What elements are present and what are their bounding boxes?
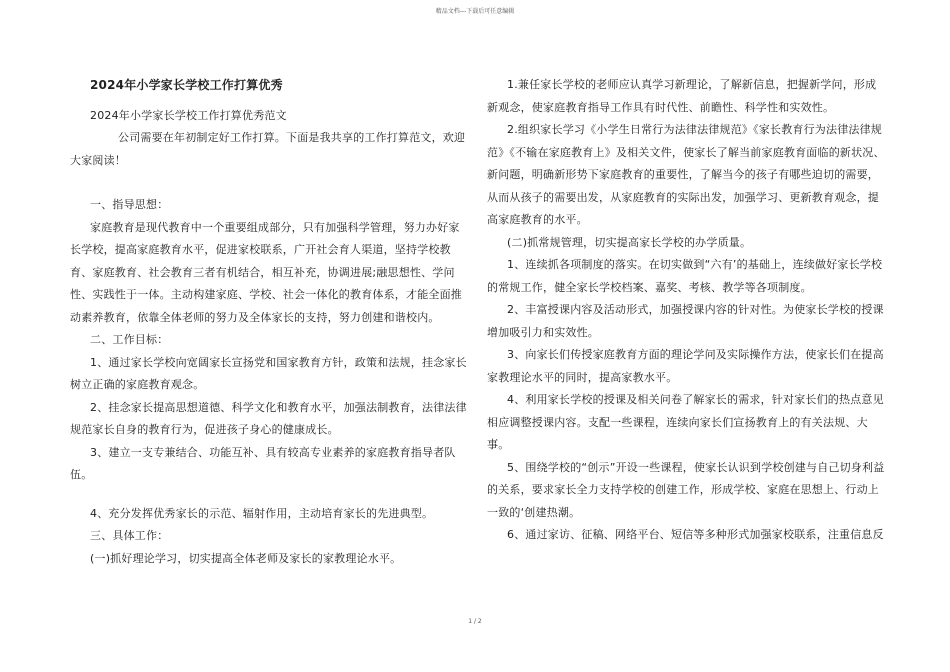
right-paragraph-2: 2.组织家长学习《小学生日常行为法律法律规范》《家长教育行为法律法律规范》《不输在家庭教育上》及相关文件，使家长了解当前家庭教育面临的新状况、新问题，明确新形势下家庭教育的重要性，了解当今的孩子有哪些迫切的需要，从而从孩子的需要出发，从家庭教育的实际出发，加强学习、更新教育观念，提高家庭教育的水平。 bbox=[487, 123, 885, 226]
goal-item-3: 3、建立一支专兼结合、功能互补、具有较高专业素养的家庭教育指导者队伍。 bbox=[70, 445, 456, 481]
page-header: 精品文档---下载后可任意编辑 bbox=[435, 8, 515, 15]
section-heading-3: 三、具体工作： bbox=[90, 529, 169, 542]
page-number: 1 / 2 bbox=[468, 618, 482, 625]
right-column bbox=[487, 74, 887, 547]
goal-item-4: 4、充分发挥优秀家长的示范、辐射作用，主动培育家长的先进典型。 bbox=[90, 506, 434, 520]
document-subtitle: 2024年小学家长学校工作打算优秀范文 bbox=[90, 108, 287, 122]
right-paragraph-5: 2、丰富授课内容及活动形式，加强授课内容的针对性。为使家长学校的授课增加吸引力和实效性。 bbox=[487, 303, 884, 339]
right-paragraph-8: 5、围绕学校的“创示”开设一些课程，使家长认识到学校创建与自己切身利益的关系，要求家长全力支持学校的创建工作，形成学校、家庭在思想上、行动上一致的‘创建热潮。 bbox=[487, 460, 885, 519]
right-paragraph-3: (二)抓常规管理，切实提高家长学校的办学质量。 bbox=[507, 235, 752, 249]
work-item-1: (一)抓好理论学习，切实提高全体老师及家长的家教理论水平。 bbox=[90, 551, 402, 565]
section-heading-2: 二、工作目标： bbox=[90, 333, 169, 346]
right-paragraph-9: 6、通过家访、征稿、网络平台、短信等多种形式加强家校联系，注重信息反 bbox=[507, 528, 884, 541]
intro-paragraph: 公司需要在年初制定好工作打算。下面是我共享的工作打算范文，欢迎大家阅读！ bbox=[70, 131, 466, 167]
paragraph-guiding-ideology: 家庭教育是现代教育中一个重要组成部分，只有加强科学管理，努力办好家长学校，提高家庭教育水平，促进家校联系，广开社会育人渠道，坚持学校教育、家庭教育、社会教育三者有机结合，相互补充，协调进展;融思想性、学问性、实践性于一体。主动构建家庭、学校、社会一体化的教育体系，才能全面推动素养教育，依靠全体老师的努力及全体家长的支持，努力创建和谐校内。 bbox=[70, 220, 462, 324]
right-paragraph-1: 1.兼任家长学校的老师应认真学习新理论，了解新信息，把握新学问，形成新观念，使家庭教育指导工作具有时代性、前瞻性、科学性和实效性。 bbox=[487, 78, 877, 114]
goal-item-1: 1、通过家长学校向宽阔家长宣扬党和国家教育方针，政策和法规，挂念家长树立正确的家庭教育观念。 bbox=[70, 355, 467, 391]
left-column bbox=[70, 74, 470, 570]
document-title: 2024年小学家长学校工作打算优秀 bbox=[90, 78, 283, 92]
right-paragraph-7: 4、利用家长学校的授课及相关问卷了解家长的需求，针对家长们的热点意见相应调整授课内容。支配一些课程，连续向家长们宣扬教育上的有关法规、大事。 bbox=[487, 393, 884, 451]
goal-item-2: 2、挂念家长提高思想道德、科学文化和教育水平，加强法制教育，法律法律规范家长自身的教育行为，促进孩子身心的健康成长。 bbox=[70, 400, 467, 436]
right-paragraph-6: 3、向家长们传授家庭教育方面的理论学问及实际操作方法，使家长们在提高家教理论水平的同时，提高家教水平。 bbox=[487, 348, 884, 384]
section-heading-1: 一、指导思想： bbox=[90, 198, 169, 211]
right-paragraph-4: 1、连续抓各项制度的落实。在切实做到“六有’的基础上，连续做好家长学校的常规工作，健全家长学校档案、嘉奖、考核、教学等各项制度。 bbox=[487, 258, 883, 294]
